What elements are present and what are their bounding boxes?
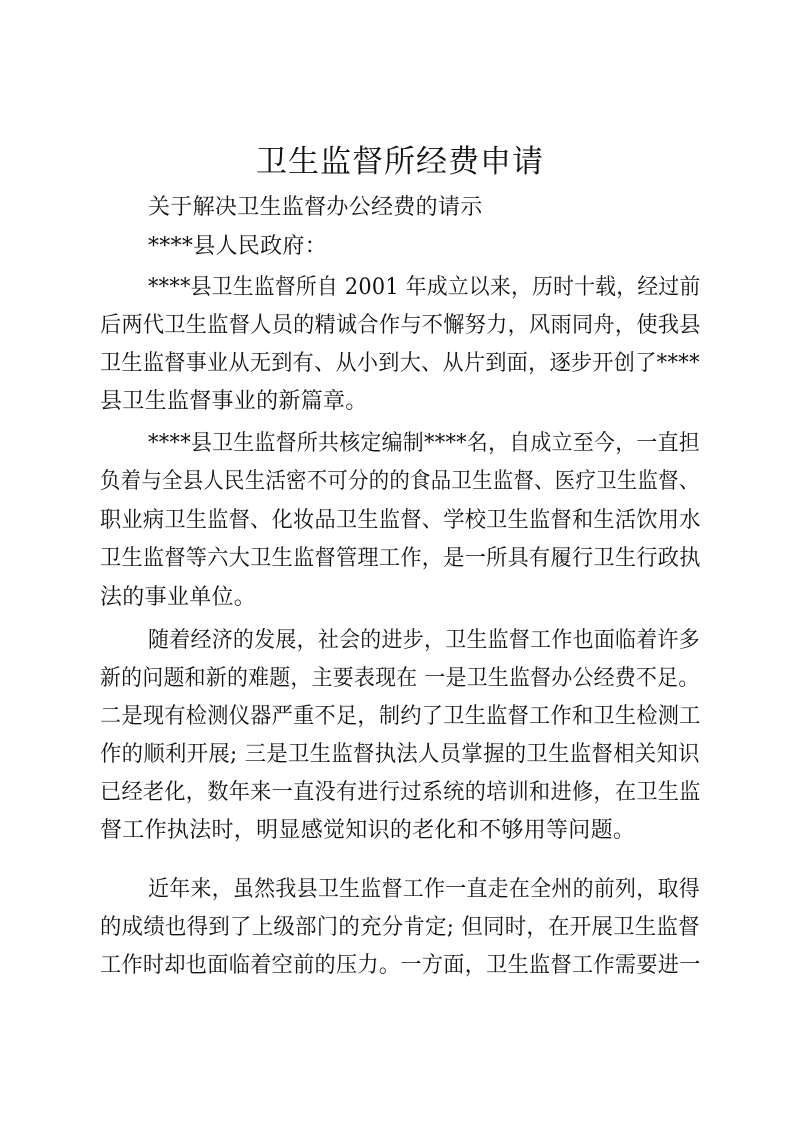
paragraph-line: 法的事业单位。 (100, 585, 257, 610)
paragraph-line: 卫生监督等六大卫生监督管理工作，是一所具有履行卫生行政执 (100, 546, 701, 571)
paragraph-line: 负着与全县人民生活密不可分的的食品卫生监督、医疗卫生监督、 (100, 469, 700, 494)
salutation: ****县人民政府： (148, 234, 328, 259)
paragraph-line: 工作时却也面临着空前的压力。一方面，卫生监督工作需要进一 (100, 953, 701, 978)
paragraph-line: 作的顺利开展; 三是卫生监督执法人员掌握的卫生监督相关知识 (100, 742, 700, 767)
paragraph-line: ****县卫生监督所共核定编制****名，自成立至今，一直担 (148, 431, 700, 456)
document-title: 卫生监督所经费申请 (256, 144, 544, 180)
paragraph-line: 职业病卫生监督、化妆品卫生监督、学校卫生监督和生活饮用水 (100, 508, 701, 533)
paragraph-line: 督工作执法时，明显感觉知识的老化和不够用等问题。 (100, 818, 636, 843)
paragraph-line: 后两代卫生监督人员的精诚合作与不懈努力，风雨同舟，使我县 (100, 313, 701, 338)
paragraph-line: 县卫生监督事业的新篇章。 (100, 389, 368, 414)
paragraph-line: 近年来，虽然我县卫生监督工作一直走在全州的前列，取得 (148, 877, 700, 902)
paragraph-line: 二是现有检测仪器严重不足，制约了卫生监督工作和卫生检测工 (100, 704, 701, 729)
paragraph-line: 已经老化，数年来一直没有进行过系统的培训和进修，在卫生监 (100, 780, 701, 805)
paragraph-line: ****县卫生监督所自 2001 年成立以来，历时十载，经过前 (148, 275, 701, 300)
paragraph-line: 卫生监督事业从无到有、从小到大、从片到面，逐步开创了**** (100, 351, 701, 376)
request-subtitle: 关于解决卫生监督办公经费的请示 (148, 195, 483, 220)
paragraph-line: 的成绩也得到了上级部门的充分肯定; 但同时，在开展卫生监督 (100, 915, 700, 940)
paragraph-line: 随着经济的发展，社会的进步，卫生监督工作也面临着许多 (148, 628, 700, 653)
paragraph-line: 新的问题和新的难题，主要表现在 一是卫生监督办公经费不足。 (100, 666, 700, 691)
